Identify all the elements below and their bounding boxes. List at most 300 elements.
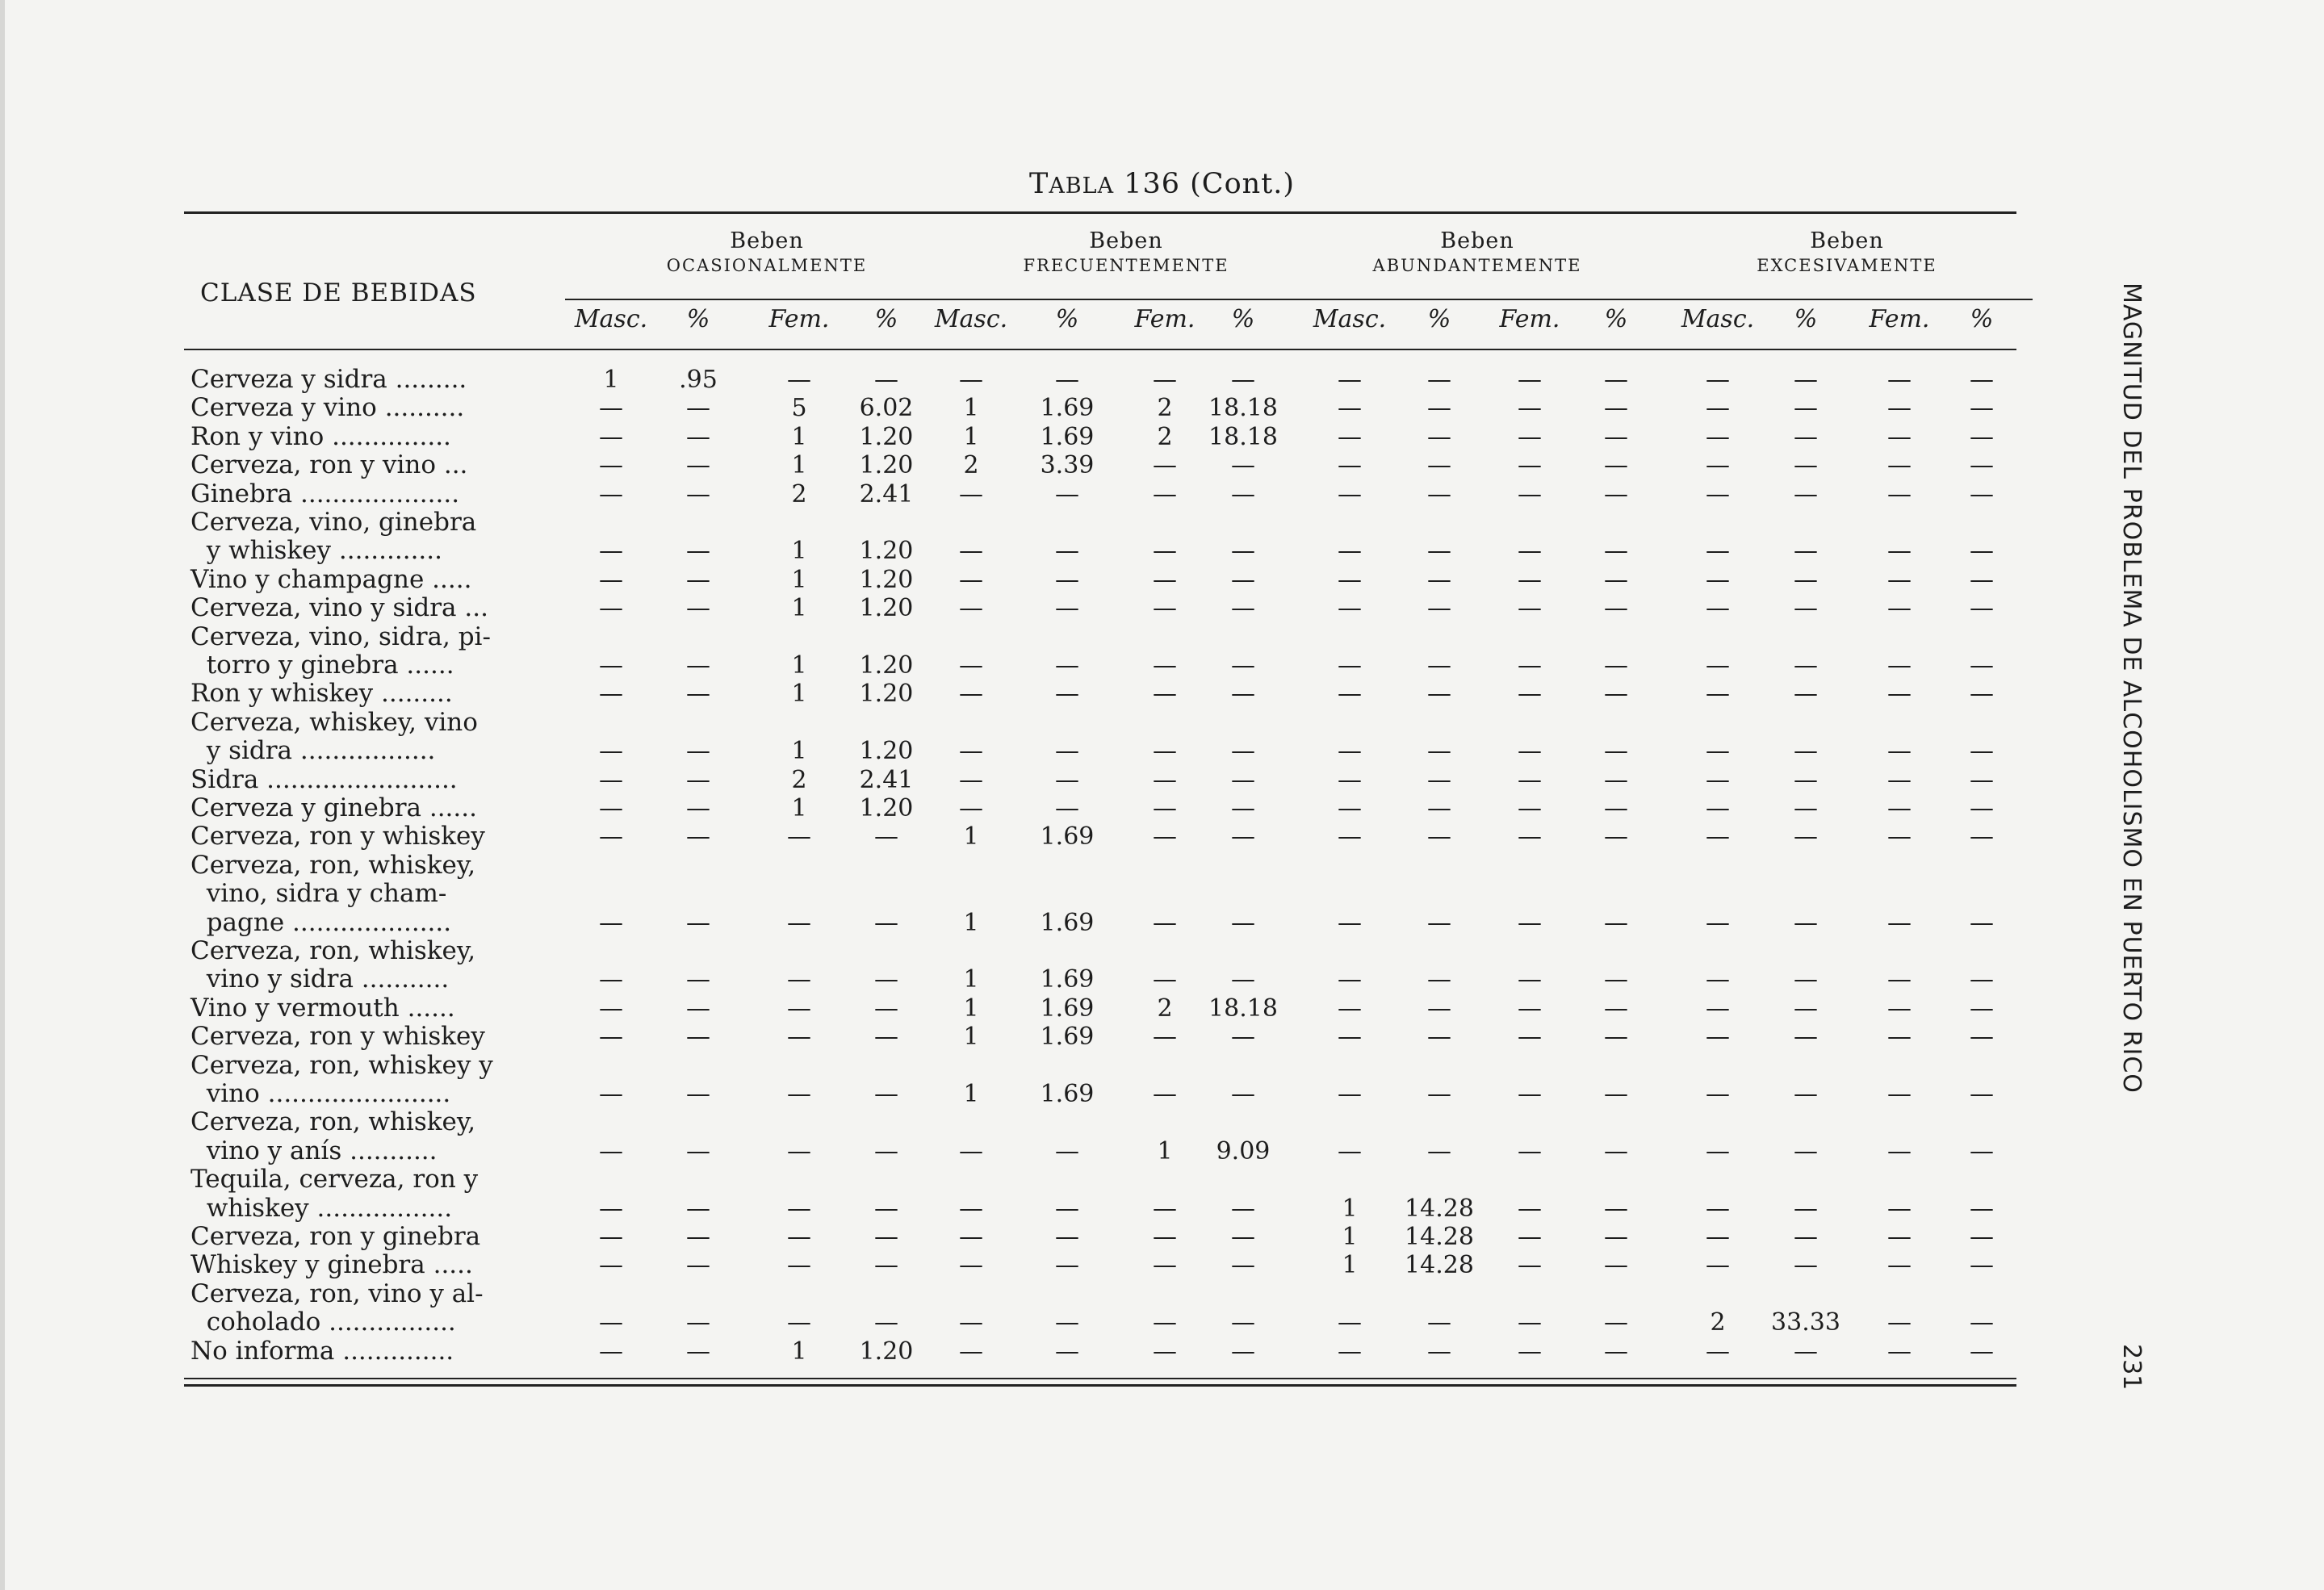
table-cell: — [1706, 994, 1730, 1023]
table-cell: — [686, 908, 710, 937]
table-cell: — [686, 394, 710, 423]
bottom-rule-2 [184, 1384, 2016, 1387]
row-label: whiskey ................. [191, 1193, 453, 1223]
table-cell: — [1794, 1080, 1818, 1108]
table-cell: — [1794, 680, 1818, 709]
table-cell: — [599, 680, 623, 709]
table-cell: — [1604, 451, 1628, 480]
table-cell: — [1055, 366, 1079, 394]
table-cell: 1.69 [1040, 422, 1095, 451]
group-header [1292, 228, 1663, 276]
table-cell: — [1338, 765, 1362, 794]
table-cell: — [1706, 1080, 1730, 1108]
table-cell: — [1970, 1308, 1994, 1337]
table-cell: — [1231, 680, 1255, 709]
table-cell: — [1055, 1194, 1079, 1223]
table-cell: — [1970, 1223, 1994, 1251]
table-cell: — [599, 1308, 623, 1337]
table-title: TABLA 136 (Cont.) [1028, 168, 1296, 200]
table-cell: 1.20 [859, 537, 914, 566]
group-header-sub: ABUNDANTEMENTE [1372, 255, 1582, 275]
table-cell: — [686, 794, 710, 822]
table-cell: — [1794, 765, 1818, 794]
table-cell: — [599, 908, 623, 937]
table-cell: 18.18 [1208, 422, 1278, 451]
table-cell: — [1338, 680, 1362, 709]
table-cell: — [599, 822, 623, 851]
table-cell: — [1970, 537, 1994, 566]
table-cell: — [1970, 594, 1994, 623]
table-cell: — [1887, 651, 1912, 680]
table-cell: 1.20 [859, 565, 914, 594]
table-cell: — [599, 651, 623, 680]
table-cell: — [1794, 651, 1818, 680]
table-cell: — [959, 651, 983, 680]
table-cell: — [599, 765, 623, 794]
table-cell: — [874, 822, 898, 851]
table-cell: — [599, 1223, 623, 1251]
table-cell: 18.18 [1208, 394, 1278, 423]
table-cell: 1 [1157, 1136, 1173, 1165]
table-cell: — [1231, 822, 1255, 851]
table-cell: — [1055, 651, 1079, 680]
table-cell: — [1970, 765, 1994, 794]
table-cell: — [1794, 366, 1818, 394]
table-cell: 2.41 [859, 765, 914, 794]
table-cell: — [1231, 1251, 1255, 1280]
table-cell: — [1794, 1136, 1818, 1165]
table-cell: — [959, 1194, 983, 1223]
table-cell: 1 [1342, 1194, 1358, 1223]
table-cell: — [1706, 908, 1730, 937]
table-cell: 1 [1342, 1251, 1358, 1280]
table-cell: — [1427, 394, 1451, 423]
row-label: Cerveza y ginebra ...... [191, 793, 477, 822]
table-cell: — [1604, 651, 1628, 680]
table-cell: — [1970, 451, 1994, 480]
table-cell: — [1518, 965, 1542, 994]
table-cell: — [1794, 794, 1818, 822]
table-cell: — [1518, 422, 1542, 451]
row-label: vino ....................... [191, 1079, 451, 1108]
table-cell: 1.20 [859, 594, 914, 623]
table-cell: 1.69 [1040, 1023, 1095, 1052]
table-cell: — [1153, 1080, 1177, 1108]
table-cell: — [1706, 594, 1730, 623]
table-cell: — [1706, 1023, 1730, 1052]
table-cell: — [1427, 651, 1451, 680]
table-cell: — [1338, 451, 1362, 480]
table-cell: — [1706, 794, 1730, 822]
row-label: Cerveza, ron, whiskey, [191, 1107, 476, 1137]
table-cell: 1 [791, 737, 807, 766]
table-cell: 1 [1342, 1223, 1358, 1251]
table-cell: — [1604, 366, 1628, 394]
table-cell: — [1518, 1337, 1542, 1366]
table-cell: — [686, 1194, 710, 1223]
table-cell: — [787, 1223, 811, 1251]
table-cell: — [1231, 737, 1255, 766]
sub-header: Fem. [1134, 305, 1195, 333]
group-header-top: Beben [730, 228, 804, 253]
table-cell: — [1153, 737, 1177, 766]
sub-header: Masc. [1313, 305, 1387, 333]
table-cell: — [959, 479, 983, 508]
table-cell: — [1153, 1308, 1177, 1337]
row-label: Cerveza, ron y ginebra [191, 1222, 481, 1251]
table-cell: — [1604, 908, 1628, 937]
table-cell: — [1231, 1194, 1255, 1223]
table-cell: — [599, 1080, 623, 1108]
table-cell: — [1338, 394, 1362, 423]
table-cell: — [599, 422, 623, 451]
table-cell: — [1427, 366, 1451, 394]
group-header-sub: OCASIONALMENTE [666, 255, 868, 275]
row-label: Cerveza, ron y whiskey [191, 822, 485, 851]
table-cell: — [1887, 794, 1912, 822]
table-cell: — [1706, 1136, 1730, 1165]
table-cell: 2 [1157, 994, 1173, 1023]
table-cell: 2 [791, 765, 807, 794]
table-cell: — [1153, 1251, 1177, 1280]
table-cell: — [686, 1080, 710, 1108]
sub-header: Fem. [1869, 305, 1930, 333]
table-cell: — [1970, 565, 1994, 594]
table-cell: — [1518, 737, 1542, 766]
table-cell: — [1518, 594, 1542, 623]
table-cell: — [686, 1337, 710, 1366]
table-cell: — [599, 994, 623, 1023]
row-label: vino y anís ........... [191, 1136, 438, 1165]
table-cell: — [599, 1023, 623, 1052]
table-cell: — [1055, 737, 1079, 766]
table-cell: 1 [791, 1337, 807, 1366]
table-cell: — [1427, 794, 1451, 822]
table-cell: — [1055, 1223, 1079, 1251]
table-cell: — [1887, 1223, 1912, 1251]
row-label: Cerveza y sidra ......... [191, 365, 467, 394]
table-cell: — [874, 965, 898, 994]
table-cell: — [686, 479, 710, 508]
table-cell: — [1604, 394, 1628, 423]
table-cell: — [1604, 822, 1628, 851]
table-cell: — [1604, 1251, 1628, 1280]
table-cell: — [1055, 794, 1079, 822]
table-cell: — [1887, 965, 1912, 994]
table-cell: — [599, 965, 623, 994]
table-cell: — [1970, 794, 1994, 822]
table-cell: 1.20 [859, 1337, 914, 1366]
table-cell: — [1970, 422, 1994, 451]
table-cell: 1 [963, 422, 979, 451]
sub-header: Fem. [768, 305, 830, 333]
row-label: Cerveza, vino, ginebra [191, 508, 477, 537]
row-label: Ginebra .................... [191, 479, 460, 508]
sub-header: Masc. [574, 305, 648, 333]
table-cell: — [1706, 537, 1730, 566]
table-cell: — [959, 1251, 983, 1280]
table-cell: — [686, 1251, 710, 1280]
table-cell: — [1153, 479, 1177, 508]
group-header [581, 228, 953, 276]
row-label: pagne .................... [191, 907, 452, 937]
table-cell: 1 [791, 565, 807, 594]
table-cell: — [1604, 1308, 1628, 1337]
table-cell: — [959, 680, 983, 709]
table-cell: — [1970, 1337, 1994, 1366]
table-cell: — [1794, 537, 1818, 566]
table-cell: — [1153, 794, 1177, 822]
table-cell: — [787, 822, 811, 851]
table-cell: — [1706, 1337, 1730, 1366]
table-cell: — [787, 1308, 811, 1337]
table-cell: — [599, 1251, 623, 1280]
table-cell: — [1427, 451, 1451, 480]
table-cell: — [1427, 565, 1451, 594]
table-cell: 2 [1157, 422, 1173, 451]
table-cell: — [787, 994, 811, 1023]
table-cell: — [1153, 1337, 1177, 1366]
table-cell: — [599, 537, 623, 566]
table-cell: — [1153, 965, 1177, 994]
table-cell: — [1706, 765, 1730, 794]
row-label: Cerveza, vino y sidra ... [191, 593, 488, 623]
table-cell: — [686, 594, 710, 623]
table-cell: — [1794, 594, 1818, 623]
table-cell: — [1970, 651, 1994, 680]
table-cell: 1 [963, 965, 979, 994]
table-cell: — [1706, 422, 1730, 451]
table-cell: — [1887, 479, 1912, 508]
table-cell: — [1427, 765, 1451, 794]
table-cell: — [1427, 908, 1451, 937]
table-cell: — [686, 680, 710, 709]
table-cell: 2 [963, 451, 979, 480]
table-cell: — [1887, 908, 1912, 937]
table-cell: — [599, 451, 623, 480]
table-cell: — [1338, 594, 1362, 623]
table-cell: 1 [791, 451, 807, 480]
row-label: vino y sidra ........... [191, 964, 450, 994]
table-cell: — [959, 537, 983, 566]
table-cell: — [1055, 1308, 1079, 1337]
table-cell: — [1794, 1251, 1818, 1280]
table-cell: — [1887, 1136, 1912, 1165]
table-cell: — [1518, 565, 1542, 594]
table-cell: — [959, 737, 983, 766]
table-cell: — [1706, 479, 1730, 508]
table-cell: — [686, 822, 710, 851]
table-cell: — [1338, 908, 1362, 937]
row-label: Vino y vermouth ...... [191, 993, 455, 1023]
table-cell: — [787, 1136, 811, 1165]
table-cell: 1 [963, 1080, 979, 1108]
table-cell: — [1604, 1223, 1628, 1251]
table-cell: — [959, 765, 983, 794]
group-header-top: Beben [1089, 228, 1163, 253]
table-cell: — [787, 1251, 811, 1280]
table-cell: — [1231, 1023, 1255, 1052]
table-cell: — [874, 1223, 898, 1251]
table-cell: — [1518, 1194, 1542, 1223]
sub-header: % [1794, 305, 1818, 333]
table-cell: — [959, 594, 983, 623]
table-cell: — [1794, 451, 1818, 480]
table-cell: — [1604, 994, 1628, 1023]
table-cell: — [1055, 680, 1079, 709]
table-cell: — [599, 1337, 623, 1366]
table-cell: 3.39 [1040, 451, 1095, 480]
table-cell: — [1970, 908, 1994, 937]
table-cell: — [1794, 565, 1818, 594]
row-label: Vino y champagne ..... [191, 564, 472, 594]
table-cell: — [1887, 680, 1912, 709]
table-cell: — [1887, 394, 1912, 423]
table-cell: — [1231, 366, 1255, 394]
table-cell: — [1153, 1023, 1177, 1052]
table-cell: 1.20 [859, 737, 914, 766]
table-cell: — [1338, 651, 1362, 680]
table-cell: 1 [791, 594, 807, 623]
table-cell: 1 [603, 366, 619, 394]
table-cell: 1 [963, 908, 979, 937]
row-label: Cerveza, ron, whiskey, [191, 850, 476, 880]
row-label: Cerveza, ron, whiskey y [191, 1050, 493, 1080]
table-cell: 14.28 [1405, 1194, 1474, 1223]
table-cell: — [1231, 537, 1255, 566]
table-cell: .95 [679, 366, 718, 394]
table-cell: — [1231, 965, 1255, 994]
table-cell: — [1970, 1080, 1994, 1108]
table-cell: 9.09 [1216, 1136, 1271, 1165]
row-label: Tequila, cerveza, ron y [191, 1165, 479, 1195]
table-cell: — [1604, 765, 1628, 794]
table-cell: — [1153, 1194, 1177, 1223]
bottom-rule-1 [184, 1378, 2016, 1379]
table-cell: — [1338, 994, 1362, 1023]
table-cell: — [1153, 537, 1177, 566]
table-cell: — [1055, 765, 1079, 794]
table-cell: — [1887, 451, 1912, 480]
table-cell: — [1604, 565, 1628, 594]
table-cell: — [1427, 1337, 1451, 1366]
table-cell: — [1338, 366, 1362, 394]
table-cell: — [1231, 1080, 1255, 1108]
table-cell: — [599, 594, 623, 623]
table-cell: — [1970, 965, 1994, 994]
table-cell: — [1604, 680, 1628, 709]
table-cell: — [686, 422, 710, 451]
row-label: y whiskey ............. [191, 536, 442, 566]
table-cell: 1.20 [859, 422, 914, 451]
sub-header: % [1055, 305, 1079, 333]
table-cell: — [1338, 794, 1362, 822]
table-cell: — [1518, 994, 1542, 1023]
table-cell: 1.20 [859, 451, 914, 480]
table-cell: — [1518, 366, 1542, 394]
group-rule [1275, 299, 1663, 300]
table-cell: 1.20 [859, 680, 914, 709]
table-cell: — [1970, 1023, 1994, 1052]
table-cell: — [1794, 1194, 1818, 1223]
table-cell: — [1970, 737, 1994, 766]
table-cell: — [1887, 366, 1912, 394]
table-cell: — [1794, 1223, 1818, 1251]
table-cell: 2 [1710, 1308, 1726, 1337]
table-cell: 1.69 [1040, 394, 1095, 423]
table-cell: — [1970, 680, 1994, 709]
table-cell: — [1794, 422, 1818, 451]
table-cell: — [1518, 1251, 1542, 1280]
table-cell: — [686, 965, 710, 994]
table-cell: 1.69 [1040, 994, 1095, 1023]
table-cell: — [1604, 737, 1628, 766]
table-cell: — [1604, 794, 1628, 822]
table-cell: — [1970, 394, 1994, 423]
table-cell: — [1604, 537, 1628, 566]
page-number: 231 [2117, 1344, 2146, 1391]
table-cell: — [1887, 737, 1912, 766]
table-cell: 1 [791, 651, 807, 680]
table-cell: — [1153, 565, 1177, 594]
table-cell: — [787, 908, 811, 937]
row-label: Cerveza, vino, sidra, pi- [191, 621, 491, 651]
table-cell: — [874, 1308, 898, 1337]
table-cell: — [599, 479, 623, 508]
table-cell: — [686, 765, 710, 794]
row-label: Cerveza, ron y whiskey [191, 1022, 485, 1052]
table-cell: — [686, 994, 710, 1023]
row-label: coholado ................ [191, 1308, 456, 1337]
table-cell: — [1338, 822, 1362, 851]
table-cell: — [1153, 680, 1177, 709]
table-cell: 2 [791, 479, 807, 508]
table-cell: — [1887, 994, 1912, 1023]
sub-header: % [1427, 305, 1451, 333]
table-cell: — [1518, 822, 1542, 851]
table-cell: — [1518, 794, 1542, 822]
table-cell: — [1338, 1136, 1362, 1165]
group-rule [565, 299, 953, 300]
table-cell: — [1338, 737, 1362, 766]
table-cell: — [1706, 737, 1730, 766]
table-cell: — [1338, 422, 1362, 451]
table-cell: — [1887, 1023, 1912, 1052]
header-rule [184, 349, 2016, 350]
table-cell: — [1518, 908, 1542, 937]
table-cell: — [1706, 565, 1730, 594]
table-cell: 2.41 [859, 479, 914, 508]
table-cell: 1 [791, 422, 807, 451]
group-header [940, 228, 1312, 276]
table-cell: — [1055, 1251, 1079, 1280]
table-cell: — [1794, 479, 1818, 508]
row-label: vino, sidra y cham- [191, 879, 447, 909]
table-cell: — [1794, 737, 1818, 766]
table-cell: 18.18 [1208, 994, 1278, 1023]
table-cell: — [1518, 1308, 1542, 1337]
table-cell: — [686, 651, 710, 680]
table-cell: — [1055, 1136, 1079, 1165]
table-cell: — [1153, 765, 1177, 794]
table-cell: — [874, 1080, 898, 1108]
table-cell: 1.20 [859, 651, 914, 680]
table-cell: — [787, 366, 811, 394]
table-cell: 14.28 [1405, 1223, 1474, 1251]
table-cell: — [686, 1023, 710, 1052]
group-header-sub: FRECUENTEMENTE [1023, 255, 1229, 275]
table-cell: — [1338, 1337, 1362, 1366]
